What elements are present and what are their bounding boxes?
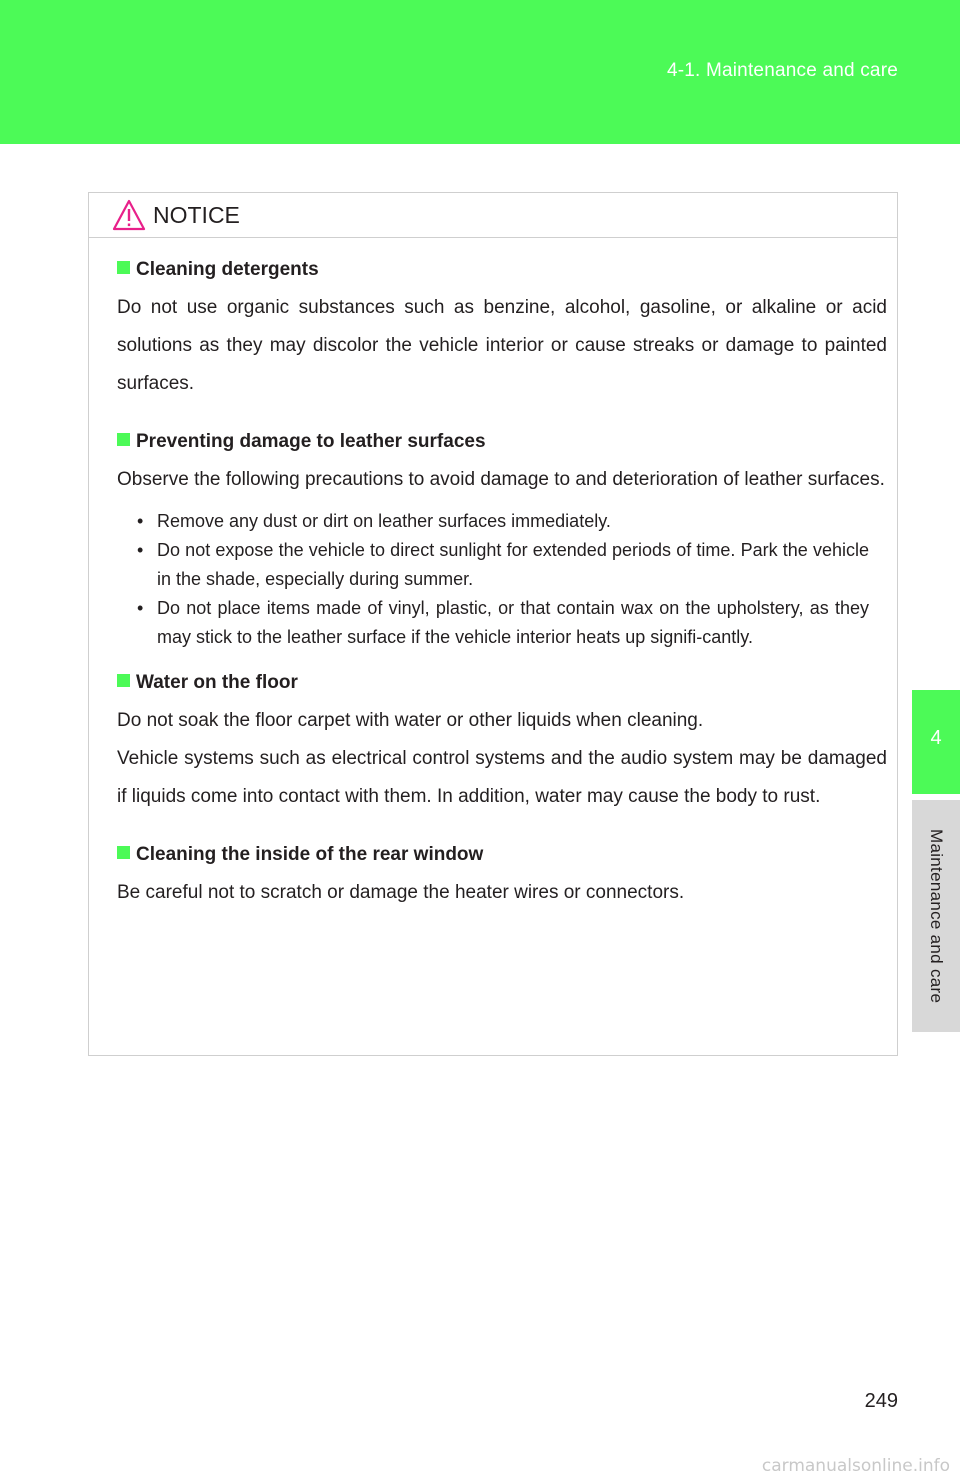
chapter-number: 4 [930,727,942,749]
square-bullet-icon [117,846,130,859]
section-title: Cleaning detergents [136,259,319,280]
section-cleaning-detergents [117,257,887,403]
paragraph: Do not soak the floor carpet with water or other liquids when cleaning. [117,710,704,731]
square-bullet-icon [117,261,130,274]
bullet-list [117,507,887,652]
section-leather-surfaces [117,429,887,652]
watermark: carmanualsonline.info [761,1456,950,1476]
paragraph: Vehicle systems such as electrical control systems and the audio system may be damaged if liquids come into contact with them. In addition, water may cause the body to rust. [117,748,887,807]
list-item: • Do not expose the vehicle to direct sunlight for extended periods of time. Park the vehicle in the shade, especially during summer. [137,536,869,594]
chapter-label: Maintenance and care [927,828,946,1004]
section-title: Water on the floor [136,672,298,693]
section-rear-window [117,842,887,912]
paragraph: Be careful not to scratch or damage the heater wires or connectors. [117,882,685,903]
chapter-label-wrap [912,800,960,1032]
square-bullet-icon [117,433,130,446]
page-number: 249 [864,1390,898,1412]
square-bullet-icon [117,674,130,687]
paragraph: Do not use organic substances such as benzine, alcohol, gasoline, or alkaline or acid solutions as they may discolor the vehicle interior or cause streaks or damage to painted surfaces. [117,297,887,394]
warning-triangle-icon [111,198,147,232]
list-item: • Remove any dust or dirt on leather surfaces immediately. [137,507,869,536]
section-water-floor [117,670,887,816]
section-title: 4-1. Maintenance and care [666,60,898,81]
list-item: • Do not place items made of vinyl, plastic, or that contain wax on the upholstery, as they may stick to the leather surface if the vehicle interior heats up signifi-cantly. [137,594,869,652]
notice-content [89,237,897,930]
notice-header [89,193,897,238]
section-title: Cleaning the inside of the rear window [136,844,484,865]
section-title: Preventing damage to leather surfaces [136,431,486,452]
notice-box [88,192,898,1056]
notice-title: NOTICE [153,202,240,228]
paragraph: Observe the following precautions to avoid damage to and deterioration of leather surfaces. [117,469,885,490]
